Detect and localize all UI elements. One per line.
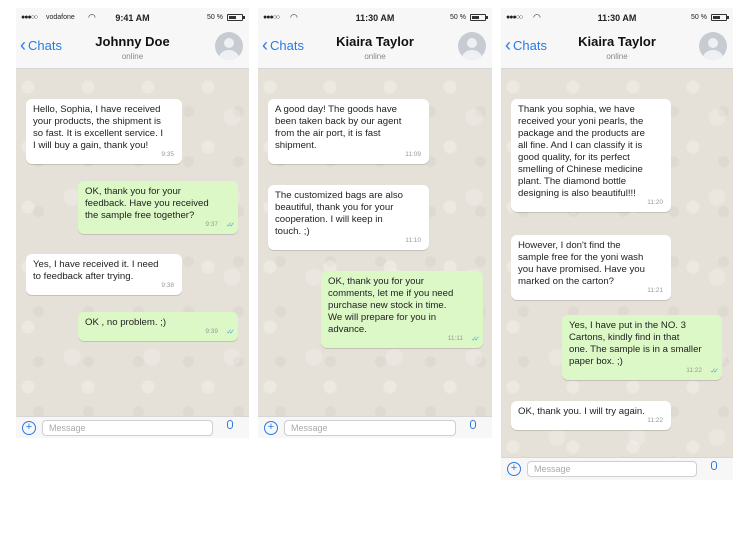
contact-status: online — [121, 52, 144, 61]
message-time: 9:38 — [161, 282, 174, 289]
read-ticks-icon: ✓✓ — [471, 336, 477, 343]
chat-header — [501, 28, 733, 69]
message-time: 11:21 — [647, 287, 663, 294]
message-text: The customized bags are also beautiful, thank you for your cooperation. I will keep in touch. ;) — [275, 190, 403, 237]
signal-icon: ●●●○○ — [263, 14, 280, 21]
chevron-left-icon: ‹ — [262, 35, 268, 55]
outgoing-message[interactable] — [562, 315, 722, 380]
message-input[interactable] — [42, 420, 213, 436]
back-label: Chats — [28, 38, 62, 53]
message-text: OK, thank you. I will try again. — [518, 406, 645, 417]
message-text: Yes, I have received it. I need to feedback after trying. — [33, 259, 159, 282]
status-bar — [258, 8, 492, 28]
message-time: 11:10 — [405, 237, 421, 244]
attach-plus-icon[interactable]: + — [264, 421, 278, 435]
battery-percent: 50 % — [691, 14, 707, 21]
signal-icon: ●●●○○ — [506, 14, 523, 21]
incoming-message[interactable] — [268, 99, 429, 164]
battery-percent: 50 % — [450, 14, 466, 21]
chat-screen-johnny-doe — [16, 8, 249, 438]
message-text: OK, thank you for your comments, let me if you need purchase new stock in time. We will prepare for you in advance. — [328, 276, 454, 335]
contact-status: online — [364, 52, 386, 61]
message-text: A good day! The goods have been taken back by our agent from the air port, it is fast shipment. — [275, 104, 402, 151]
avatar[interactable] — [215, 32, 243, 60]
contact-name[interactable]: Johnny Doe — [95, 34, 170, 49]
microphone-icon[interactable] — [470, 420, 476, 429]
message-text: However, I don't find the sample free for the yoni wash you have promised. Have you marked on the carton? — [518, 240, 645, 287]
incoming-message[interactable] — [26, 254, 182, 295]
message-input[interactable] — [284, 420, 456, 436]
battery-icon — [227, 14, 243, 21]
outgoing-message[interactable] — [78, 312, 238, 341]
contact-status: online — [606, 52, 628, 61]
chevron-left-icon: ‹ — [20, 35, 26, 55]
message-list[interactable] — [258, 69, 492, 416]
message-text: Thank you sophia, we have received your yoni pearls, the package and the products are all fine. And I can classify it is good quality, for its perfect smelling of Chinese medicine plant. The diamond bottle designing is also beautiful!!! — [518, 104, 645, 199]
microphone-icon[interactable] — [711, 461, 717, 470]
contact-name[interactable]: Kiaira Taylor — [336, 34, 414, 49]
read-ticks-icon: ✓✓ — [226, 222, 232, 229]
compose-bar — [258, 416, 492, 438]
contact-name[interactable]: Kiaira Taylor — [578, 34, 656, 49]
chat-header — [16, 28, 249, 69]
status-bar — [501, 8, 733, 28]
incoming-message[interactable] — [511, 99, 671, 212]
microphone-icon[interactable] — [227, 420, 233, 429]
chat-header — [258, 28, 492, 69]
message-text: Hello, Sophia, I have received your products, the shipment is so fast. It is excellent service. I I will buy a gain, thank you! — [33, 104, 164, 151]
read-ticks-icon: ✓✓ — [710, 368, 716, 375]
back-label: Chats — [513, 38, 547, 53]
message-time: 9:35 — [161, 151, 174, 158]
battery-icon — [711, 14, 727, 21]
message-time: 9:37 — [205, 221, 218, 228]
wifi-icon: ◠ — [290, 12, 298, 22]
message-text: Yes, I have put in the NO. 3 Cartons, kindly find in that one. The sample is in a smaller paper box. ;) — [569, 320, 702, 367]
status-time: 9:41 AM — [115, 13, 150, 23]
outgoing-message[interactable] — [321, 271, 483, 348]
message-time: 11:22 — [647, 417, 663, 424]
message-time: 11:11 — [447, 335, 463, 342]
battery-icon — [470, 14, 486, 21]
incoming-message[interactable] — [511, 235, 671, 300]
message-list[interactable] — [501, 69, 733, 457]
message-input[interactable] — [527, 461, 697, 477]
compose-bar — [501, 457, 733, 479]
message-list[interactable] — [16, 69, 249, 416]
status-time: 11:30 AM — [355, 13, 395, 23]
status-time: 11:30 AM — [597, 13, 637, 23]
attach-plus-icon[interactable]: + — [507, 462, 521, 476]
compose-bar — [16, 416, 249, 438]
wifi-icon: ◠ — [533, 12, 541, 22]
chevron-left-icon: ‹ — [505, 35, 511, 55]
message-text: OK , no problem. ;) — [85, 317, 167, 328]
chat-screen-kiaira-taylor-continued — [501, 8, 733, 480]
wifi-icon: ◠ — [88, 12, 96, 22]
message-time: 11:22 — [686, 367, 702, 374]
message-time: 9:39 — [205, 328, 218, 335]
battery-percent: 50 % — [207, 14, 223, 21]
carrier-label: vodafone — [46, 14, 75, 21]
avatar[interactable] — [458, 32, 486, 60]
chat-screen-kiaira-taylor — [258, 8, 492, 438]
read-ticks-icon: ✓✓ — [226, 329, 232, 336]
incoming-message[interactable] — [26, 99, 182, 164]
back-label: Chats — [270, 38, 304, 53]
status-bar — [16, 8, 249, 28]
signal-icon: ●●●○○ — [21, 14, 38, 21]
attach-plus-icon[interactable]: + — [22, 421, 36, 435]
incoming-message[interactable] — [268, 185, 429, 250]
message-time: 11:09 — [405, 151, 421, 158]
outgoing-message[interactable] — [78, 181, 238, 234]
incoming-message[interactable] — [511, 401, 671, 430]
avatar[interactable] — [699, 32, 727, 60]
message-text: OK, thank you for your feedback. Have you received the sample free together? — [85, 186, 209, 221]
message-time: 11:20 — [647, 199, 663, 206]
